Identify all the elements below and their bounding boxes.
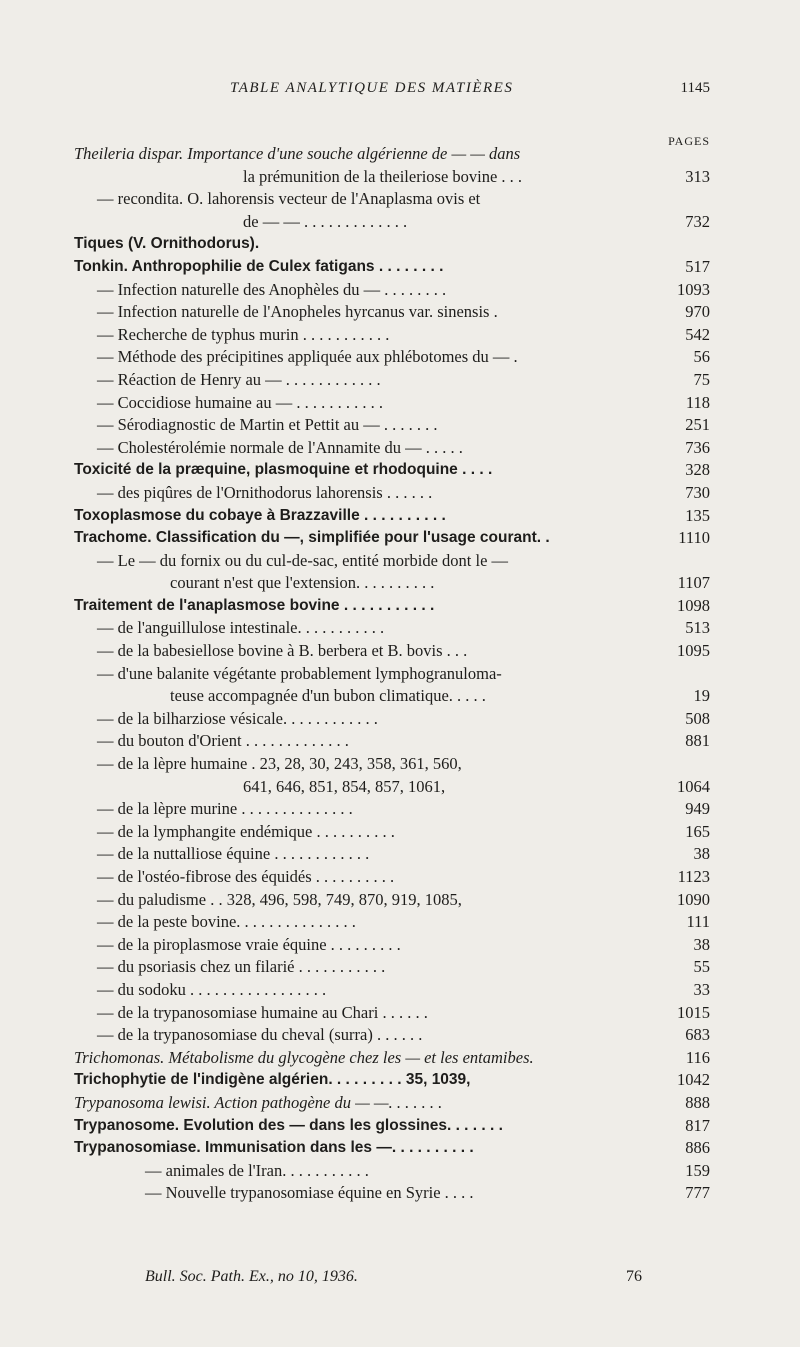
entry-page: 328 bbox=[685, 460, 710, 480]
index-line bbox=[0, 1092, 800, 1115]
entry-page: 38 bbox=[693, 844, 710, 864]
entry-page: 1095 bbox=[677, 641, 710, 661]
entry-text: — de la peste bovine. . . . . . . . . . . . . . . bbox=[97, 912, 356, 932]
page-footer bbox=[0, 1268, 800, 1292]
entry-text: — du paludisme . . 328, 496, 598, 749, 870, 919, 1085, bbox=[97, 889, 462, 909]
index-line bbox=[0, 1182, 800, 1205]
entry-text: Tonkin. Anthropophilie de Culex fatigans . . . . . . . . bbox=[74, 257, 444, 275]
entry-page: 517 bbox=[685, 256, 710, 276]
index-line bbox=[0, 527, 800, 550]
entry-text: Traitement de l'anaplasmose bovine . . . . . . . . . . . bbox=[74, 596, 435, 614]
entry-text: — Recherche de typhus murin . . . . . . . . . . . bbox=[97, 324, 390, 344]
index-line bbox=[0, 708, 800, 731]
entry-text: Theileria dispar. Importance d'une souche algérienne de — — dans bbox=[74, 144, 521, 163]
entry-page: 38 bbox=[693, 934, 710, 954]
entry-page: 730 bbox=[685, 482, 710, 502]
entry-text: — du bouton d'Orient . . . . . . . . . . . . . bbox=[97, 731, 349, 751]
entry-page: 888 bbox=[685, 1092, 710, 1112]
entry-text: Trypanosoma lewisi. Action pathogène du — —. . . . . . . bbox=[74, 1092, 443, 1112]
entry-text: Trypanosome. Evolution des — dans les glossines. . . . . . . bbox=[74, 1116, 503, 1134]
entry-page: 513 bbox=[685, 618, 710, 638]
entry-text: Toxicité de la præquine, plasmoquine et rhodoquine . . . . bbox=[74, 461, 493, 479]
index-line bbox=[0, 798, 800, 821]
index-line bbox=[0, 414, 800, 437]
entry-page: 1107 bbox=[677, 573, 710, 593]
entry-page: 683 bbox=[685, 1025, 710, 1045]
entry-page: 1064 bbox=[677, 776, 710, 796]
entry-page: 118 bbox=[685, 392, 710, 412]
index-line bbox=[0, 889, 800, 912]
entry-text: — de l'ostéo-fibrose des équidés . . . . . . . . . . bbox=[97, 867, 395, 886]
entry-text: — Méthode des précipitines appliquée aux phlébotomes du — . bbox=[97, 347, 518, 367]
entry-page: 135 bbox=[685, 505, 710, 525]
index-line bbox=[0, 572, 800, 595]
entry-page: 19 bbox=[693, 686, 710, 706]
entry-text: Trypanosomiase. Immunisation dans les —. . . . . . . . . . bbox=[74, 1139, 474, 1157]
index-line bbox=[0, 256, 800, 279]
index-line bbox=[0, 1069, 800, 1092]
index-line bbox=[0, 1137, 800, 1160]
index-line bbox=[0, 324, 800, 347]
entry-text: — Cholestérolémie normale de l'Annamite du — . . . . . bbox=[97, 437, 463, 457]
index-line bbox=[0, 143, 800, 166]
index-line bbox=[0, 166, 800, 189]
entry-text: — Le — du fornix ou du cul-de-sac, entité morbide dont le — bbox=[97, 550, 509, 570]
entry-text: — recondita. O. lahorensis vecteur de l'Anaplasma ovis et bbox=[97, 189, 481, 209]
entry-page: 116 bbox=[685, 1047, 710, 1067]
index-line bbox=[0, 617, 800, 640]
entry-page: 732 bbox=[685, 211, 710, 231]
entry-page: 777 bbox=[685, 1183, 710, 1203]
entry-text: — de l'anguillulose intestinale. . . . . . . . . . . bbox=[97, 618, 385, 638]
entry-page: 817 bbox=[685, 1115, 710, 1135]
index-line bbox=[0, 956, 800, 979]
index-line bbox=[0, 1115, 800, 1138]
entry-text: — d'une balanite végétante probablement lymphogranuloma- bbox=[97, 663, 502, 683]
entry-page: 159 bbox=[685, 1160, 710, 1180]
index-line bbox=[0, 821, 800, 844]
entry-page: 949 bbox=[685, 799, 710, 819]
index-line bbox=[0, 866, 800, 889]
entry-text: — du psoriasis chez un filarié . . . . . . . . . . . bbox=[97, 957, 386, 977]
entry-text: — de la lèpre murine . . . . . . . . . . . . . . bbox=[97, 799, 353, 819]
index-line bbox=[0, 550, 800, 573]
index-line bbox=[0, 979, 800, 1002]
entry-text: — Réaction de Henry au — . . . . . . . . . . . . bbox=[97, 369, 381, 389]
index-line bbox=[0, 482, 800, 505]
page-header bbox=[0, 80, 800, 104]
index-line bbox=[0, 1047, 800, 1070]
entry-text: — de la nuttalliose équine . . . . . . . . . . . . bbox=[97, 844, 370, 864]
index-line bbox=[0, 211, 800, 234]
entry-text: courant n'est que l'extension. . . . . . . . . . bbox=[170, 573, 435, 593]
entry-page: 1042 bbox=[677, 1070, 710, 1090]
entry-text: — du sodoku . . . . . . . . . . . . . . . . . bbox=[97, 979, 327, 999]
index-line bbox=[0, 346, 800, 369]
entry-text: Trichomonas. Métabolisme du glycogène chez les — et les entamibes. bbox=[74, 1047, 534, 1067]
entry-text: — Infection naturelle des Anophèles du — . . . . . . . . bbox=[97, 279, 447, 299]
entry-text: — de la lymphangite endémique . . . . . . . . . . bbox=[97, 821, 395, 841]
index-line bbox=[0, 843, 800, 866]
entry-page: 970 bbox=[685, 302, 710, 322]
index-line bbox=[0, 188, 800, 211]
index-line bbox=[0, 730, 800, 753]
entry-page: 111 bbox=[686, 912, 710, 932]
entry-page: 1123 bbox=[677, 867, 710, 886]
entry-text: Tiques (V. Ornithodorus). bbox=[74, 235, 260, 253]
entry-text: — Sérodiagnostic de Martin et Pettit au — . . . . . . . bbox=[97, 415, 438, 435]
index-line bbox=[0, 1024, 800, 1047]
index-line bbox=[0, 437, 800, 460]
pages-column-heading: PAGES bbox=[668, 134, 710, 148]
index-line bbox=[0, 279, 800, 302]
entry-text: de — — . . . . . . . . . . . . . bbox=[243, 211, 408, 231]
entry-page: 165 bbox=[685, 821, 710, 841]
entry-page: 736 bbox=[685, 437, 710, 457]
index-line bbox=[0, 640, 800, 663]
index-line bbox=[0, 459, 800, 482]
entry-text: — Coccidiose humaine au — . . . . . . . . . . . bbox=[97, 392, 383, 412]
index-line bbox=[0, 369, 800, 392]
entry-text: la prémunition de la theileriose bovine . . . bbox=[243, 166, 523, 186]
entry-page: 313 bbox=[685, 166, 710, 186]
entry-page: 75 bbox=[693, 369, 710, 389]
entry-page: 542 bbox=[685, 324, 710, 344]
index-line bbox=[0, 595, 800, 618]
running-title: TABLE ANALYTIQUE DES MATIÈRES bbox=[230, 80, 514, 96]
entry-text: Trachome. Classification du —, simplifiée pour l'usage courant. . bbox=[74, 529, 550, 547]
index-line bbox=[0, 934, 800, 957]
entry-page: 881 bbox=[685, 731, 710, 751]
entry-text: — des piqûres de l'Ornithodorus lahorensis . . . . . . bbox=[97, 482, 433, 502]
entry-page: 1110 bbox=[678, 528, 710, 548]
index-line bbox=[0, 1002, 800, 1025]
index-line bbox=[0, 505, 800, 528]
index-line bbox=[0, 663, 800, 686]
entry-text: — de la trypanosomiase du cheval (surra) . . . . . . bbox=[97, 1025, 423, 1045]
entry-page: 33 bbox=[693, 979, 710, 999]
index-line bbox=[0, 911, 800, 934]
entry-text: — animales de l'Iran. . . . . . . . . . . bbox=[145, 1160, 369, 1180]
index-line bbox=[0, 753, 800, 776]
page-number: 1145 bbox=[680, 80, 710, 96]
entry-page: 1093 bbox=[677, 279, 710, 299]
entry-page: 56 bbox=[693, 347, 710, 367]
index-line bbox=[0, 301, 800, 324]
entry-text: — de la piroplasmose vraie équine . . . . . . . . . bbox=[97, 934, 401, 954]
entry-page: 251 bbox=[685, 415, 710, 435]
index-line bbox=[0, 685, 800, 708]
entry-text: — Nouvelle trypanosomiase équine en Syrie . . . . bbox=[145, 1183, 474, 1203]
index-entries bbox=[0, 143, 800, 1205]
entry-text: — de la lèpre humaine . 23, 28, 30, 243, 358, 361, 560, bbox=[97, 754, 462, 774]
entry-text: teuse accompagnée d'un bubon climatique. . . . . bbox=[170, 686, 486, 706]
journal-reference: Bull. Soc. Path. Ex., no 10, 1936. bbox=[145, 1268, 358, 1285]
entry-text: Toxoplasmose du cobaye à Brazzaville . . . . . . . . . . bbox=[74, 506, 446, 524]
entry-text: — Infection naturelle de l'Anopheles hyrcanus var. sinensis . bbox=[97, 302, 498, 322]
entry-text: — de la babesiellose bovine à B. berbera et B. bovis . . . bbox=[97, 641, 468, 661]
index-line bbox=[0, 392, 800, 415]
entry-text: Trichophytie de l'indigène algérien. . . . . . . . . 35, 1039, bbox=[74, 1071, 471, 1089]
index-line bbox=[0, 233, 800, 256]
entry-text: — de la bilharziose vésicale. . . . . . . . . . . . bbox=[97, 708, 378, 728]
entry-page: 1015 bbox=[677, 1002, 710, 1022]
entry-page: 1090 bbox=[677, 889, 710, 909]
entry-page: 1098 bbox=[677, 595, 710, 615]
entry-page: 508 bbox=[685, 708, 710, 728]
entry-text: — de la trypanosomiase humaine au Chari . . . . . . bbox=[97, 1002, 428, 1022]
index-line bbox=[0, 1160, 800, 1183]
signature-mark: 76 bbox=[626, 1268, 642, 1285]
entry-text: 641, 646, 851, 854, 857, 1061, bbox=[243, 776, 446, 796]
entry-page: 886 bbox=[685, 1138, 710, 1158]
index-line bbox=[0, 776, 800, 799]
entry-page: 55 bbox=[693, 957, 710, 977]
